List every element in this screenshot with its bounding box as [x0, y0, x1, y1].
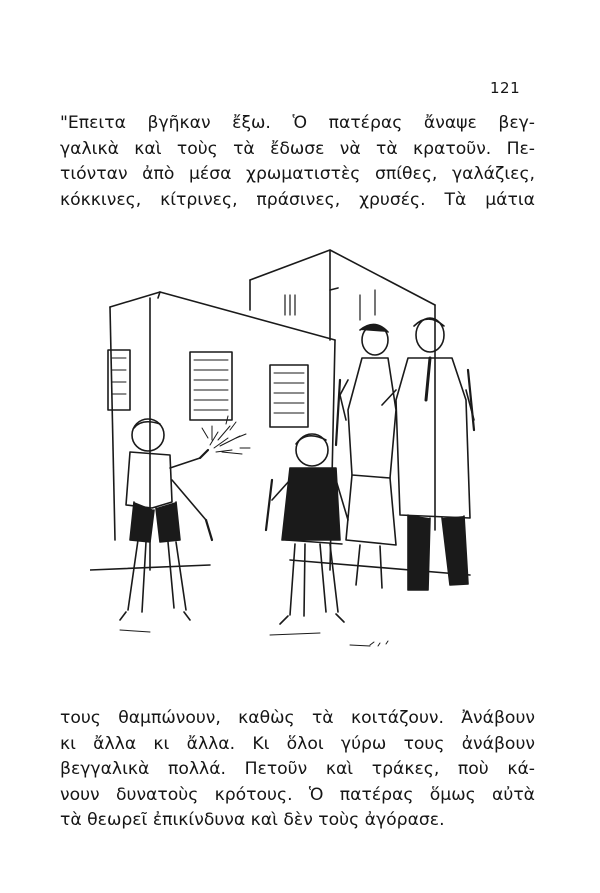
text-line: νουν δυνατοὺς κρότους. Ὁ πατέρας ὅμως αὐτὰ — [60, 784, 535, 805]
family-fireworks-illustration — [90, 240, 510, 660]
firework-sparks-drawing — [202, 416, 250, 454]
paragraph-bottom — [60, 706, 535, 834]
text-line: τὰ θεωρεῖ ἐπικίνδυνα καὶ δὲν τοὺς ἀγόρασε. — [60, 810, 445, 830]
text-line: γαλικὰ καὶ τοὺς τὰ ἔδωσε νὰ τὰ κρατοῦν. Πε- — [60, 138, 535, 159]
paragraph-top — [60, 111, 535, 213]
text-line: κι ἄλλα κι ἄλλα. Κι ὅλοι γύρω τους ἀνάβουν — [60, 733, 535, 754]
text-line: βεγγαλικὰ πολλά. Πετοῦν καὶ τράκες, ποὺ κά- — [60, 759, 535, 779]
mother-drawing — [336, 324, 396, 588]
text-line: "Επειτα βγῆκαν ἔξω. Ὁ πατέρας ἄναψε βεγ- — [60, 113, 535, 133]
page-number: 121 — [490, 79, 521, 97]
boy-left-drawing — [120, 419, 212, 620]
ground-marks-drawing — [370, 641, 388, 646]
boy-middle-drawing — [266, 434, 348, 624]
text-line: τους θαμπώνουν, καθὼς τὰ κοιτάζουν. Ἀνάβουν — [60, 708, 535, 728]
father-drawing — [382, 318, 474, 590]
text-line: κόκκινες, κίτρινες, πράσινες, χρυσές. Τὰ μάτια — [60, 189, 535, 210]
text-line: τιόνταν ἀπὸ μέσα χρωματιστὲς σπίθες, γαλάζιες, — [60, 164, 535, 184]
